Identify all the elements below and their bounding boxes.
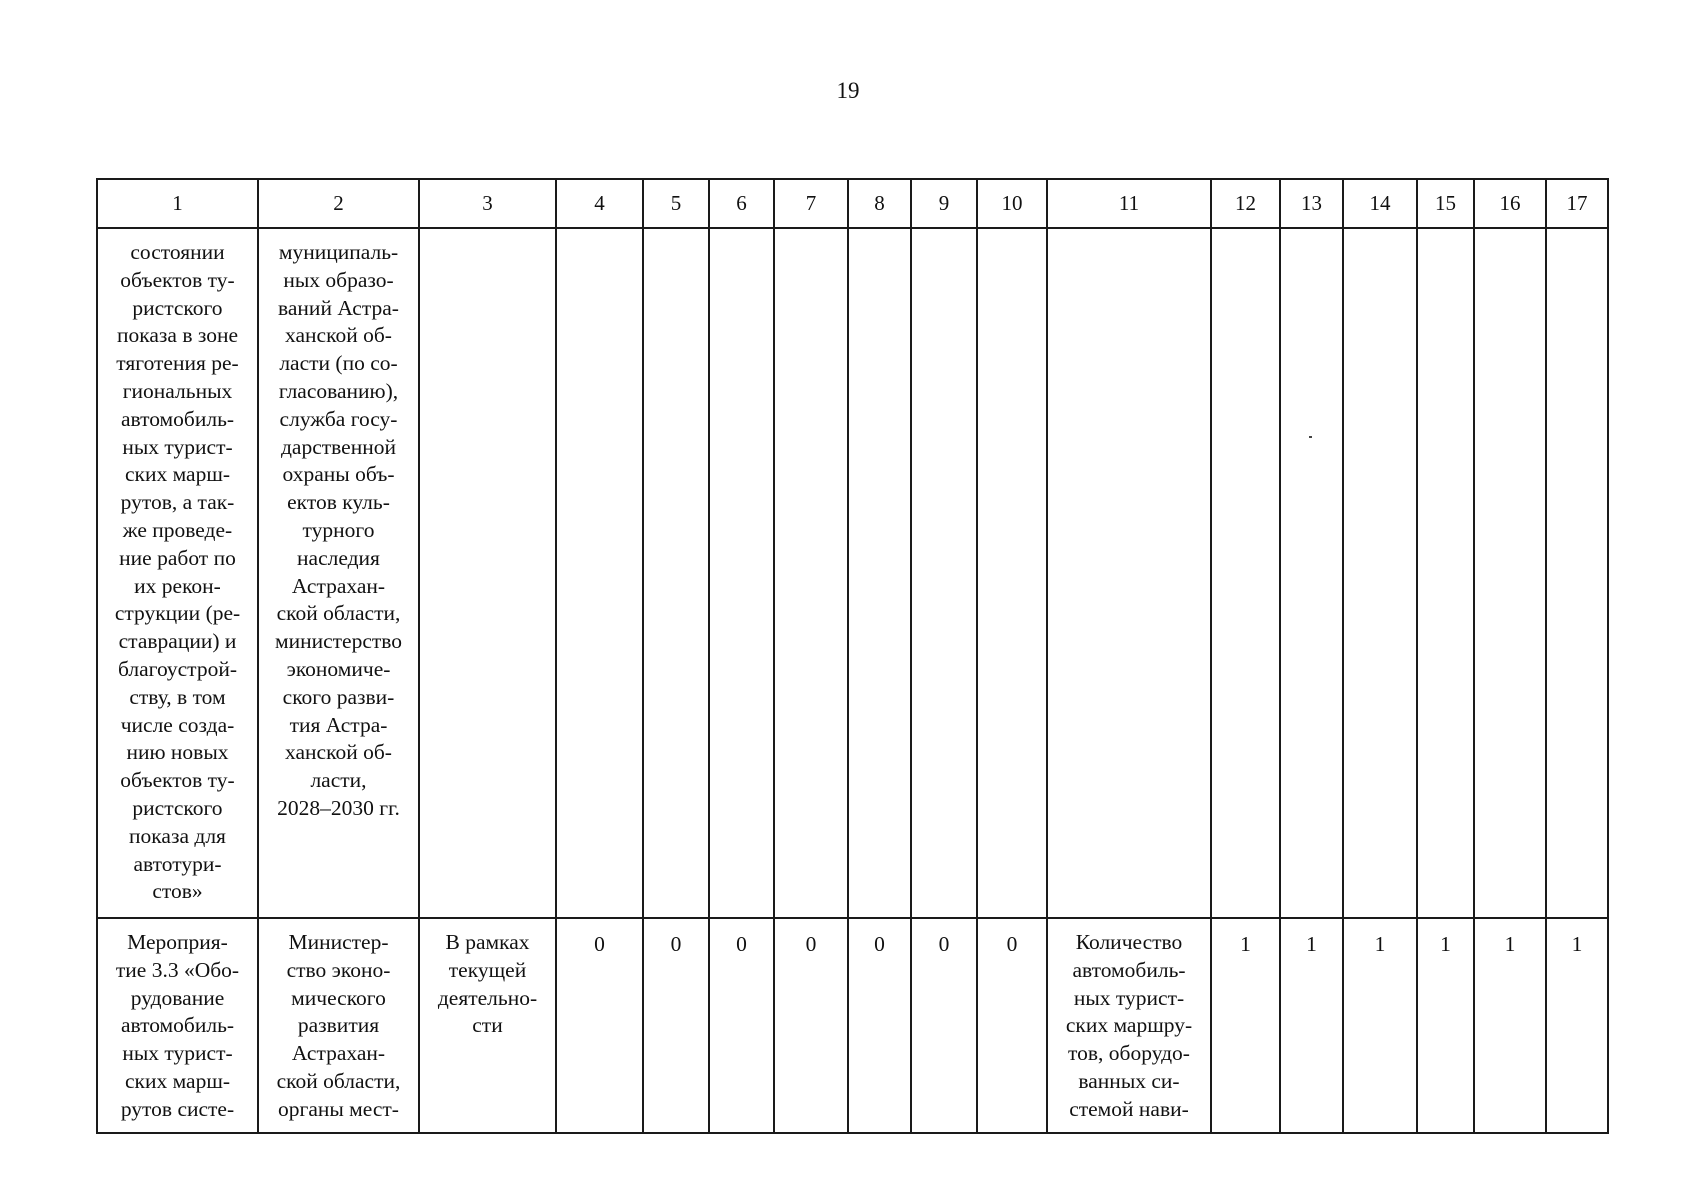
- value-text: 0: [938, 932, 950, 956]
- activity-name-cell: [97, 918, 258, 1133]
- value-text: 0: [594, 932, 605, 956]
- indicator-name-cell: [1047, 918, 1211, 1133]
- value-cell: [848, 918, 911, 1133]
- value-cell: [911, 918, 977, 1133]
- funding-source-text: В рамках текущей деятельно- сти: [437, 930, 538, 1038]
- value-text: 0: [1006, 932, 1018, 956]
- empty-cell: [977, 228, 1047, 918]
- activity-name-cell: [97, 228, 258, 918]
- column-number-cell: 15: [1417, 179, 1474, 228]
- scan-speck: [1309, 436, 1312, 438]
- column-number-cell: 17: [1546, 179, 1608, 228]
- page-number: 19: [836, 78, 860, 103]
- empty-cell: [556, 228, 643, 918]
- value-cell: [1280, 918, 1343, 1133]
- column-number-cell: 4: [556, 179, 643, 228]
- empty-cell: [848, 228, 911, 918]
- empty-cell: [1417, 228, 1474, 918]
- value-cell: [556, 918, 643, 1133]
- column-number-cell: 3: [419, 179, 556, 228]
- value-text: 1: [1306, 932, 1317, 956]
- value-text: 0: [670, 932, 682, 956]
- value-text: 1: [1504, 932, 1516, 956]
- activity-name-text: состоянии объектов ту- ристского показа в зоне тяготения ре- гиональных автомобиль- ных турист- ских марш- рутов, а так- же проведе- ние работ по их рекон- струкции (ре- ставрации) и благоустрой- ству, в том числе созда- нию новых объектов ту- ристского показа для автотури- стов»: [114, 240, 241, 904]
- indicators-table: [96, 178, 1609, 1134]
- empty-cell: [1546, 228, 1608, 918]
- column-number-cell: 9: [911, 179, 977, 228]
- value-cell: [1546, 918, 1608, 1133]
- column-number-cell: 13: [1280, 179, 1343, 228]
- empty-cell: [774, 228, 848, 918]
- empty-cell: [643, 228, 709, 918]
- column-number-cell: 14: [1343, 179, 1417, 228]
- value-text: 1: [1571, 932, 1583, 956]
- value-cell: [1417, 918, 1474, 1133]
- column-number-cell: 8: [848, 179, 911, 228]
- responsible-executor-text: Министер- ство эконо- мического развития Астрахан- ской области, органы мест-: [276, 930, 401, 1121]
- empty-cell: [1211, 228, 1280, 918]
- table-row: [97, 228, 1608, 918]
- value-text: 0: [736, 932, 747, 956]
- table-row: [97, 918, 1608, 1133]
- column-number-cell: 2: [258, 179, 419, 228]
- empty-cell: [1474, 228, 1546, 918]
- empty-cell: [1343, 228, 1417, 918]
- empty-cell: [419, 228, 556, 918]
- activity-name-text: Мероприя- тие 3.3 «Обо- рудование автомобиль- ных турист- ских марш- рутов систе-: [115, 930, 240, 1121]
- value-cell: [774, 918, 848, 1133]
- value-cell: [1474, 918, 1546, 1133]
- column-number-cell: 11: [1047, 179, 1211, 228]
- responsible-executor-cell: [258, 228, 419, 918]
- value-cell: [1211, 918, 1280, 1133]
- value-text: 1: [1374, 932, 1386, 956]
- value-text: 1: [1440, 932, 1451, 956]
- column-number-row: [97, 179, 1608, 228]
- empty-cell: [911, 228, 977, 918]
- responsible-executor-cell: [258, 918, 419, 1133]
- value-cell: [1343, 918, 1417, 1133]
- value-cell: [977, 918, 1047, 1133]
- value-text: 0: [805, 932, 817, 956]
- funding-source-cell: [419, 918, 556, 1133]
- indicator-name-text: Количество автомобиль- ных турист- ских маршру- тов, оборудо- ванных си- стемой нави-: [1065, 930, 1193, 1121]
- value-text: 0: [874, 932, 885, 956]
- column-number-cell: 1: [97, 179, 258, 228]
- column-number-cell: 7: [774, 179, 848, 228]
- empty-cell: [1280, 228, 1343, 918]
- empty-cell: [709, 228, 774, 918]
- column-number-cell: 5: [643, 179, 709, 228]
- empty-cell: [1047, 228, 1211, 918]
- column-number-cell: 6: [709, 179, 774, 228]
- value-cell: [643, 918, 709, 1133]
- value-cell: [709, 918, 774, 1133]
- column-number-cell: 16: [1474, 179, 1546, 228]
- responsible-executor-text: муниципаль- ных образо- ваний Астра- ханской об- ласти (по со- гласованию), служба госу- дарственной охраны объ- ектов куль- турного наследия Астрахан- ской области, министерство экономиче- ского разви- тия Астра- ханской об- ласти, 2028–2030 гг.: [274, 240, 403, 820]
- column-number-cell: 10: [977, 179, 1047, 228]
- value-text: 1: [1240, 932, 1251, 956]
- column-number-cell: 12: [1211, 179, 1280, 228]
